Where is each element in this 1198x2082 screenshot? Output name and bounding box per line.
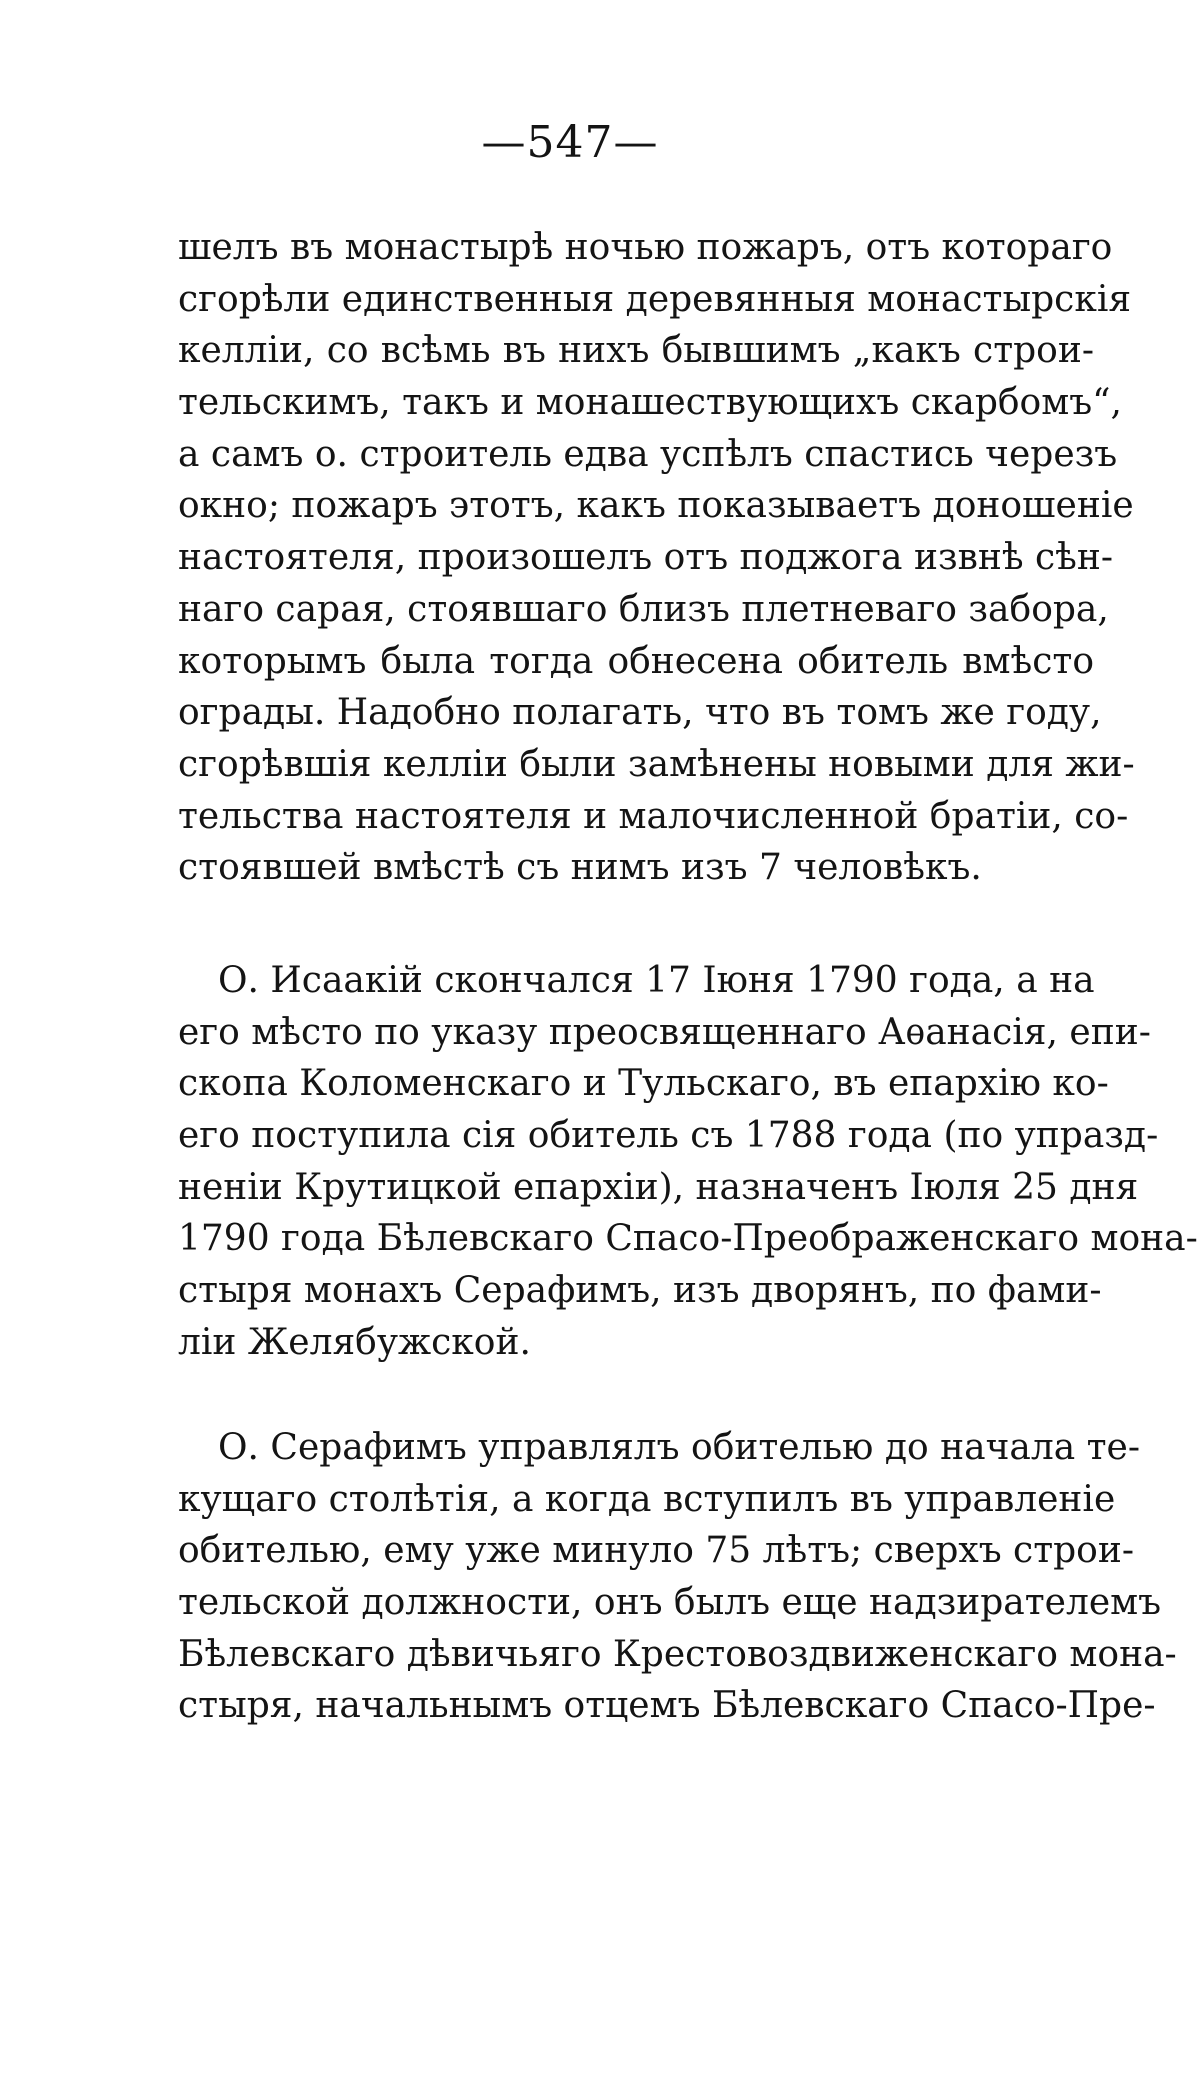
text-line: келліи, со всѣмь въ нихъ бывшимъ „какъ строи- (178, 330, 1094, 372)
text-line: тельства настоятеля и малочисленной братіи, со- (178, 795, 1129, 837)
text-line: стоявшей вмѣстѣ съ нимъ изъ 7 человѣкъ. (178, 847, 982, 889)
text-line: О. Исаакій скончался 17 Іюня 1790 года, а на (218, 960, 1095, 1001)
text-line: тельскимъ, такъ и монашествующихъ скарбомъ“, (178, 382, 1122, 424)
text-line: шелъ въ монастырѣ ночью пожаръ, отъ котораго (178, 227, 1113, 268)
text-line: его поступила сія обитель съ 1788 года (по упразд- (178, 1115, 1159, 1157)
text-line: Бѣлевскаго дѣвичьяго Крестовоздвиженскаго мона- (178, 1633, 1177, 1675)
text-line: настоятеля, произошелъ отъ поджога извнѣ сѣн- (178, 537, 1114, 579)
text-line: обителью, ему уже минуло 75 лѣтъ; сверхъ строи- (178, 1530, 1135, 1572)
text-line: кущаго столѣтія, а когда вступилъ въ управленіе (178, 1478, 1116, 1520)
text-line: тельской должности, онъ былъ еще надзирателемъ (178, 1582, 1162, 1624)
text-line: неніи Крутицкой епархіи), назначенъ Іюля 25 дня (178, 1166, 1139, 1208)
text-line: скопа Коломенскаго и Тульскаго, въ епархію ко- (178, 1063, 1109, 1105)
text-line: О. Серафимъ управлялъ обителью до начала те- (218, 1427, 1141, 1468)
text-line: стыря монахъ Серафимъ, изъ дворянъ, по фами- (178, 1270, 1102, 1312)
paragraph-3 (178, 1422, 1177, 1732)
text-line: 1790 года Бѣлевскаго Спасо-Преображенскаго мона- (178, 1218, 1198, 1260)
text-line: сгорѣвшія келліи были замѣнены новыми для жи- (178, 743, 1135, 785)
paragraph-1 (178, 222, 1135, 894)
text-line: которымъ была тогда обнесена обитель вмѣсто (178, 640, 1094, 682)
text-line: а самъ о. строитель едва успѣлъ спастись черезъ (178, 433, 1118, 475)
text-line: стыря, начальнымъ отцемъ Бѣлевскаго Спасо-Пре- (178, 1685, 1156, 1727)
page-number: —547— (481, 117, 659, 168)
text-line: ліи Желябужской. (178, 1321, 531, 1363)
text-line: наго сарая, стоявшаго близъ плетневаго забора, (178, 588, 1109, 630)
paragraph-2 (178, 955, 1198, 1369)
text-line: окно; пожаръ этотъ, какъ показываетъ доношеніе (178, 485, 1134, 527)
text-line: ограды. Надобно полагать, что въ томъ же году, (178, 692, 1102, 734)
text-line: сгорѣли единственныя деревянныя монастырскія (178, 278, 1132, 320)
text-line: его мѣсто по указу преосвященнаго Аѳанасія, епи- (178, 1011, 1151, 1053)
